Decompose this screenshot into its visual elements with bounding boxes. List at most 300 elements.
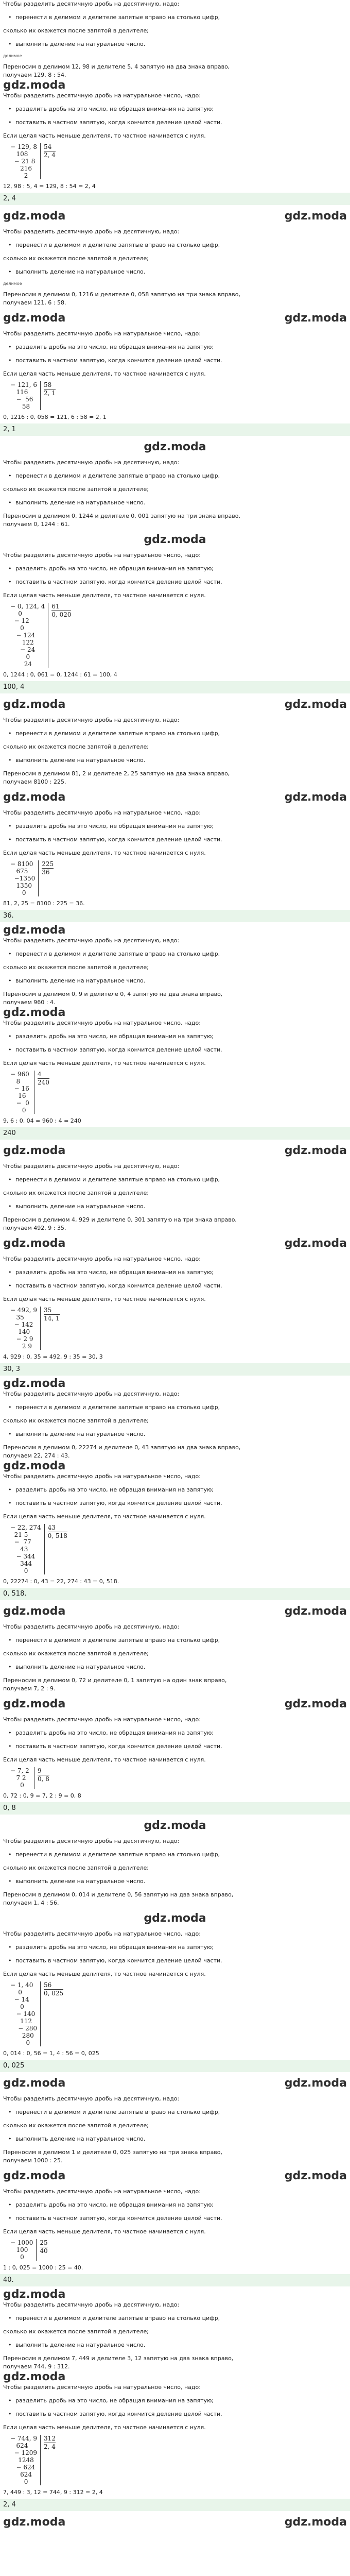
got-text: получаем 7, 2 : 9. xyxy=(3,1685,56,1692)
step-move-cont: сколько их окажется после запятой в делителе; xyxy=(3,2122,149,2129)
long-division xyxy=(10,860,347,896)
watermark: gdz.moda xyxy=(144,1819,206,1832)
division-dividend-column xyxy=(10,143,41,179)
division-row: − 1000 xyxy=(10,2239,33,2246)
divide-step: • разделить дробь на это число, не обращая внимания на запятую; xyxy=(8,343,347,351)
got-text: получаем 492, 9 : 35. xyxy=(3,1225,66,1231)
division-row: 0 xyxy=(10,2478,28,2485)
watermark: gdz.moda xyxy=(3,2370,66,2383)
long-division xyxy=(10,143,347,179)
intro-text: Чтобы разделить десятичную дробь на десятичную, надо: xyxy=(3,937,180,944)
comma-zero: Если целая часть меньше делителя, то частное начинается с нуля. xyxy=(3,1513,206,1520)
result-line: 0, 1216 : 0, 058 = 121, 6 : 58 = 2, 1 xyxy=(3,414,107,420)
small-label: делимое xyxy=(3,54,22,58)
division-row: 0 xyxy=(10,1567,28,1574)
division-row: 0 xyxy=(10,889,26,896)
step-move-cont: сколько их окажется после запятой в делителе; xyxy=(3,255,149,262)
step-move: • перенести в делимом и делителе запятые вправо на столько цифр, xyxy=(8,1636,347,1645)
comma-step: • поставить в частном запятую, когда кончится деление целой части. xyxy=(8,1046,347,1054)
quotient: 0, 8 xyxy=(38,1775,49,1783)
division-divisor-column xyxy=(41,381,56,410)
intro-text: Чтобы разделить десятичную дробь на десятичную, надо: xyxy=(3,1838,180,1844)
answer-bar: 2, 4 xyxy=(0,193,350,205)
answer-bar: 0, 518. xyxy=(0,1588,350,1600)
answer-bar: 240 xyxy=(0,1127,350,1140)
comma-zero: Если целая часть меньше делителя, то частное начинается с нуля. xyxy=(3,1971,206,1977)
division-row: − 124 xyxy=(10,632,36,639)
division-row: − 1, 40 xyxy=(10,1981,33,1989)
transfer-text: Переносим в делимом 12, 98 и делителе 5, 4 запятую на два знака вправо, xyxy=(3,63,230,70)
answer-bar: 0, 8 xyxy=(0,1802,350,1815)
division-row: − 0 xyxy=(10,1099,29,1107)
got-text: получаем 8100 : 225. xyxy=(3,778,66,785)
transfer-text: Переносим в делимом 0, 1244 и делителе 0, 001 запятую на три знака вправо, xyxy=(3,513,241,519)
watermark: gdz.moda xyxy=(284,1605,347,1618)
answer-bar: 30, 3 xyxy=(0,1363,350,1376)
division-row: − 16 xyxy=(10,1085,29,1092)
division-row: 280 xyxy=(10,2032,34,2039)
watermark: gdz.moda xyxy=(3,1460,66,1472)
transfer-text: Переносим в делимом 0, 014 и делителе 0, 56 запятую на два знака вправо, xyxy=(3,1891,234,1898)
step-divide-nat: • выполнить деление на натуральное число. xyxy=(8,1202,347,1211)
division-dividend-column xyxy=(10,1981,41,2046)
step-divide-nat: • выполнить деление на натуральное число. xyxy=(8,756,347,765)
watermark: gdz.moda xyxy=(284,2170,347,2182)
divide-step: • разделить дробь на это число, не обращая внимания на запятую; xyxy=(8,1486,347,1494)
divisor: 35 xyxy=(44,1307,60,1315)
division-row: 2 xyxy=(10,172,28,179)
division-dividend-column xyxy=(10,1524,45,1574)
divide-step: • разделить дробь на это число, не обращая внимания на запятую; xyxy=(8,565,347,573)
division-row: 16 xyxy=(10,1092,26,1099)
divisor: 225 xyxy=(42,860,54,868)
transfer-text: Переносим в делимом 4, 929 и делителе 0, 301 запятую на три знака вправо, xyxy=(3,1216,237,1223)
division-row: − 142 xyxy=(10,1321,33,1328)
division-row: 0 xyxy=(10,610,22,617)
division-row: − 744, 9 xyxy=(10,2435,38,2442)
watermark: gdz.moda xyxy=(284,791,347,804)
division-row: 344 xyxy=(10,1560,32,1567)
watermark: gdz.moda xyxy=(3,698,66,711)
got-text: получаем 1, 4 : 56. xyxy=(3,1900,59,1906)
watermark: gdz.moda xyxy=(284,698,347,711)
answer-bar: 40. xyxy=(0,2274,350,2286)
division-row: 675 xyxy=(10,868,28,875)
division-row: 624 xyxy=(10,2442,28,2449)
intro-text: Чтобы разделить десятичную дробь на десятичную, надо: xyxy=(3,459,180,466)
division-row: − 22, 274 xyxy=(10,1524,41,1531)
watermark: gdz.moda xyxy=(3,1144,66,1157)
comma-zero: Если целая часть меньше делителя, то частное начинается с нуля. xyxy=(3,850,206,856)
comma-step: • поставить в частном запятую, когда кончится деление целой части. xyxy=(8,836,347,844)
divide-step: • разделить дробь на это число, не обращая внимания на запятую; xyxy=(8,1268,347,1277)
division-row: 2 9 xyxy=(10,1343,32,1350)
divisor: 312 xyxy=(44,2435,56,2442)
step-divide-nat: • выполнить деление на натуральное число. xyxy=(8,2135,347,2143)
got-text: получаем 22, 274 : 43. xyxy=(3,1452,70,1459)
division-divisor-column xyxy=(41,1307,60,1350)
division-divisor-column xyxy=(34,1767,49,1789)
transfer-text: Переносим в делимом 7, 449 и делителе 3, 12 запятую на два знака вправо, xyxy=(3,2355,234,2362)
division-row: −1350 xyxy=(10,875,36,882)
watermark: gdz.moda xyxy=(3,1377,66,1390)
division-row: − 24 xyxy=(10,646,36,653)
watermark: gdz.moda xyxy=(3,1605,66,1618)
comma-step: • поставить в частном запятую, когда кончится деление целой части. xyxy=(8,2410,347,2418)
division-row: 0 xyxy=(10,2039,30,2046)
step-move: • перенести в делимом и делителе запятые вправо на столько цифр, xyxy=(8,2314,347,2323)
step-move-cont: сколько их окажется после запятой в делителе; xyxy=(3,1190,149,1196)
intro-text: Чтобы разделить десятичную дробь на десятичную, надо: xyxy=(3,717,180,723)
answer-bar: 0, 025 xyxy=(0,2060,350,2072)
result-line: 1 : 0, 025 = 1000 : 25 = 40. xyxy=(3,2264,83,2271)
quotient: 0, 020 xyxy=(51,611,72,618)
division-row: 0 xyxy=(10,653,30,660)
step-move: • перенести в делимом и делителе запятые вправо на столько цифр, xyxy=(8,472,347,480)
division-row: − 960 xyxy=(10,1071,29,1078)
division-row: 58 xyxy=(10,403,30,410)
result-line: 0, 1244 : 0, 061 = 0, 1244 : 61 = 100, 4 xyxy=(3,671,117,678)
division-divisor-column xyxy=(45,1524,67,1574)
watermark-row xyxy=(3,924,347,937)
watermark-row xyxy=(3,1378,347,1390)
divide-rule: Чтобы разделить десятичную дробь на натуральное число, надо: xyxy=(3,809,201,816)
comma-zero: Если целая часть меньше делителя, то частное начинается с нуля. xyxy=(3,2424,206,2431)
comma-step: • поставить в частном запятую, когда кончится деление целой части. xyxy=(8,118,347,127)
division-row: − 624 xyxy=(10,2464,36,2471)
got-text: получаем 1000 : 25. xyxy=(3,2157,63,2164)
division-divisor-column xyxy=(41,2435,56,2485)
divisor: 58 xyxy=(44,381,56,389)
intro-text: Чтобы разделить десятичную дробь на десятичную, надо: xyxy=(3,1163,180,1170)
answer-bar: 2, 1 xyxy=(0,423,350,436)
comma-step: • поставить в частном запятую, когда кончится деление целой части. xyxy=(8,578,347,586)
comma-zero: Если целая часть меньше делителя, то частное начинается с нуля. xyxy=(3,1060,206,1066)
division-row: − 12 xyxy=(10,617,29,624)
watermark-row xyxy=(3,1696,347,1713)
transfer-text: Переносим в делимом 0, 22274 и делителе 0, 43 запятую на два знака вправо, xyxy=(3,1444,241,1451)
watermark: gdz.moda xyxy=(284,210,347,223)
divisor: 43 xyxy=(48,1524,67,1532)
comma-step: • поставить в частном запятую, когда кончится деление целой части. xyxy=(8,2214,347,2223)
watermark: gdz.moda xyxy=(3,2288,66,2301)
quotient: 36 xyxy=(42,869,50,876)
result-line: 9, 6 : 0, 04 = 960 : 4 = 240 xyxy=(3,1117,81,1124)
division-row: − 8100 xyxy=(10,860,33,868)
divide-step: • разделить дробь на это число, не обращая внимания на запятую; xyxy=(8,1032,347,1041)
watermark-row xyxy=(3,2514,347,2531)
step-move-cont: сколько их окажется после запятой в делителе; xyxy=(3,486,149,493)
quotient: 240 xyxy=(38,1079,49,1086)
transfer-text: Переносим в делимом 0, 1216 и делителе 0, 058 запятую на три знака вправо, xyxy=(3,291,241,298)
division-row: 100 xyxy=(10,2246,28,2253)
answer-bar: 2, 4 xyxy=(0,2499,350,2511)
divide-rule: Чтобы разделить десятичную дробь на натуральное число, надо: xyxy=(3,330,201,337)
watermark-row xyxy=(3,697,347,713)
division-row: 108 xyxy=(10,150,28,158)
division-row: 0 xyxy=(10,2003,24,2010)
step-move: • перенести в делимом и делителе запятые вправо на столько цифр, xyxy=(8,2108,347,2116)
watermark: gdz.moda xyxy=(3,210,66,223)
division-row: 122 xyxy=(10,639,34,646)
division-divisor-column xyxy=(37,2239,47,2261)
watermark: gdz.moda xyxy=(144,440,206,453)
small-label: делимое xyxy=(3,281,22,286)
quotient: 40 xyxy=(40,2247,48,2255)
division-row: 43 xyxy=(10,1546,28,1553)
division-row: − 21 8 xyxy=(10,158,36,165)
intro-text: Чтобы разделить десятичную дробь на десятичную, надо: xyxy=(3,228,180,235)
quotient: 0, 025 xyxy=(44,1990,64,1997)
watermark: gdz.moda xyxy=(3,1006,66,1019)
division-row: 1350 xyxy=(10,882,32,889)
intro-text: Чтобы разделить десятичную дробь на десятичную, надо: xyxy=(3,1,180,7)
division-row: − 2 9 xyxy=(10,1335,33,1343)
comma-zero: Если целая часть меньше делителя, то частное начинается с нуля. xyxy=(3,1756,206,1763)
division-divisor-column xyxy=(34,1071,49,1114)
division-row: − 1209 xyxy=(10,2449,38,2456)
watermark: gdz.moda xyxy=(284,2077,347,2090)
division-row: − 344 xyxy=(10,1553,36,1560)
watermark-row xyxy=(3,208,347,225)
watermark-row xyxy=(3,79,347,92)
long-division xyxy=(10,603,347,668)
answer-bar: 100, 4 xyxy=(0,681,350,693)
division-row: 140 xyxy=(10,1328,30,1335)
step-move: • перенести в делимом и делителе запятые вправо на столько цифр, xyxy=(8,950,347,958)
division-row: 116 xyxy=(10,388,28,396)
got-text: получаем 129, 8 : 54. xyxy=(3,72,66,78)
division-divisor-column xyxy=(48,603,71,668)
comma-step: • поставить в частном запятую, когда кончится деление целой части. xyxy=(8,1282,347,1290)
division-row: − 492, 9 xyxy=(10,1307,38,1314)
step-move: • перенести в делимом и делителе запятые вправо на столько цифр, xyxy=(8,13,347,22)
result-line: 81, 2, 25 = 8100 : 225 = 36. xyxy=(3,900,85,907)
watermark-row xyxy=(3,1007,347,1019)
divide-step: • разделить дробь на это число, не обращая внимания на запятую; xyxy=(8,2201,347,2209)
step-divide-nat: • выполнить деление на натуральное число. xyxy=(8,499,347,507)
watermark-row xyxy=(3,2075,347,2092)
step-move-cont: сколько их окажется после запятой в делителе; xyxy=(3,964,149,971)
quotient: 14, 1 xyxy=(44,1315,60,1322)
result-line: 4, 929 : 0, 35 = 492, 9 : 35 = 30, 3 xyxy=(3,1353,103,1360)
divisor: 25 xyxy=(40,2239,48,2246)
got-text: получаем 121, 6 : 58. xyxy=(3,299,66,306)
watermark: gdz.moda xyxy=(3,2170,66,2182)
step-move-cont: сколько их окажется после запятой в делителе; xyxy=(3,743,149,750)
watermark: gdz.moda xyxy=(3,791,66,804)
comma-step: • поставить в частном запятую, когда кончится деление целой части. xyxy=(8,357,347,365)
divisor: 61 xyxy=(51,603,71,611)
divide-step: • разделить дробь на это число, не обращая внимания на запятую; xyxy=(8,105,347,113)
watermark: gdz.moda xyxy=(284,1237,347,1250)
watermark-row xyxy=(3,310,347,327)
division-row: 8 xyxy=(10,1078,21,1085)
watermark-row xyxy=(3,532,347,548)
got-text: получаем 0, 1244 : 61. xyxy=(3,521,70,528)
division-dividend-column xyxy=(10,2239,37,2261)
watermark-row xyxy=(3,2168,347,2184)
division-dividend-column xyxy=(10,1767,34,1789)
division-row: 0 xyxy=(10,624,24,632)
step-move-cont: сколько их окажется после запятой в делителе; xyxy=(3,1865,149,1871)
got-text: получаем 744, 9 : 312. xyxy=(3,2363,70,2370)
result-line: 0, 72 : 0, 9 = 7, 2 : 9 = 0, 8 xyxy=(3,1792,81,1799)
step-move: • перенести в делимом и делителе запятые вправо на столько цифр, xyxy=(8,1403,347,1412)
long-division xyxy=(10,1767,347,1789)
intro-text: Чтобы разделить десятичную дробь на десятичную, надо: xyxy=(3,2095,180,2102)
comma-zero: Если целая часть меньше делителя, то частное начинается с нуля. xyxy=(3,1296,206,1302)
long-division xyxy=(10,1981,347,2046)
divide-rule: Чтобы разделить десятичную дробь на натуральное число, надо: xyxy=(3,1930,201,1937)
divide-rule: Чтобы разделить десятичную дробь на натуральное число, надо: xyxy=(3,2384,201,2391)
watermark: gdz.moda xyxy=(3,1698,66,1710)
division-dividend-column xyxy=(10,1307,41,1350)
step-move: • перенести в делимом и делителе запятые вправо на столько цифр, xyxy=(8,1851,347,1859)
division-dividend-column xyxy=(10,603,48,668)
comma-zero: Если целая часть меньше делителя, то частное начинается с нуля. xyxy=(3,132,206,139)
comma-zero: Если целая часть меньше делителя, то частное начинается с нуля. xyxy=(3,592,206,599)
comma-step: • поставить в частном запятую, когда кончится деление целой части. xyxy=(8,1742,347,1751)
divide-rule: Чтобы разделить десятичную дробь на натуральное число, надо: xyxy=(3,92,201,99)
watermark: gdz.moda xyxy=(284,312,347,325)
division-row: 24 xyxy=(10,660,32,668)
watermark-row xyxy=(3,2371,347,2383)
long-division xyxy=(10,381,347,410)
long-division xyxy=(10,1524,347,1574)
watermark: gdz.moda xyxy=(3,2516,66,2529)
step-move-cont: сколько их окажется после запятой в делителе; xyxy=(3,27,149,34)
watermark-row xyxy=(3,1235,347,1252)
divisor: 4 xyxy=(38,1071,49,1079)
watermark-row xyxy=(3,789,347,806)
divide-rule: Чтобы разделить десятичную дробь на натуральное число, надо: xyxy=(3,552,201,558)
comma-zero: Если целая часть меньше делителя, то частное начинается с нуля. xyxy=(3,370,206,377)
step-move-cont: сколько их окажется после запятой в делителе; xyxy=(3,1650,149,1657)
division-divisor-column xyxy=(41,143,56,179)
step-move-cont: сколько их окажется после запятой в делителе; xyxy=(3,2328,149,2335)
quotient: 0, 518 xyxy=(47,1532,67,1539)
division-row: 21 5 xyxy=(10,1531,28,1538)
transfer-text: Переносим в делимом 1 и делителе 0, 025 запятую на три знака вправо, xyxy=(3,2149,223,2156)
divide-rule: Чтобы разделить десятичную дробь на натуральное число, надо: xyxy=(3,1716,201,1723)
result-line: 7, 449 : 3, 12 = 744, 9 : 312 = 2, 4 xyxy=(3,2489,103,2496)
long-division xyxy=(10,1307,347,1350)
watermark-row xyxy=(3,1460,347,1472)
watermark-row xyxy=(3,1143,347,1159)
step-move-cont: сколько их окажется после запятой в делителе; xyxy=(3,1417,149,1424)
comma-step: • поставить в частном запятую, когда кончится деление целой части. xyxy=(8,1499,347,1507)
step-divide-nat: • выполнить деление на натуральное число. xyxy=(8,1877,347,1886)
result-line: 12, 98 : 5, 4 = 129, 8 : 54 = 2, 4 xyxy=(3,183,96,190)
divide-step: • разделить дробь на это число, не обращая внимания на запятую; xyxy=(8,822,347,831)
watermark: gdz.moda xyxy=(144,1912,206,1925)
divide-rule: Чтобы разделить десятичную дробь на натуральное число, надо: xyxy=(3,1020,201,1026)
step-divide-nat: • выполнить деление на натуральное число. xyxy=(8,977,347,985)
quotient: 2, 1 xyxy=(44,389,56,397)
division-row: 35 xyxy=(10,1314,24,1321)
watermark: gdz.moda xyxy=(144,533,206,546)
watermark: gdz.moda xyxy=(3,1237,66,1250)
division-row: 624 xyxy=(10,2471,32,2478)
division-divisor-column xyxy=(39,860,54,896)
step-move: • перенести в делимом и делителе запятые вправо на столько цифр, xyxy=(8,241,347,249)
intro-text: Чтобы разделить десятичную дробь на десятичную, надо: xyxy=(3,1391,180,1397)
division-row: − 140 xyxy=(10,2010,36,2018)
division-row: − 129, 8 xyxy=(10,143,38,150)
step-divide-nat: • выполнить деление на натуральное число. xyxy=(8,1430,347,1438)
divide-step: • разделить дробь на это число, не обращая внимания на запятую; xyxy=(8,1943,347,1952)
division-row: 0 xyxy=(10,1107,26,1114)
division-row: 0 xyxy=(10,1989,22,1996)
step-divide-nat: • выполнить деление на натуральное число. xyxy=(8,268,347,276)
divisor: 54 xyxy=(44,143,56,151)
division-dividend-column xyxy=(10,1071,34,1114)
division-row: − 14 xyxy=(10,1996,29,2003)
division-dividend-column xyxy=(10,860,39,896)
division-dividend-column xyxy=(10,381,41,410)
watermark: gdz.moda xyxy=(3,79,66,92)
long-division xyxy=(10,1071,347,1114)
intro-text: Чтобы разделить десятичную дробь на десятичную, надо: xyxy=(3,2301,180,2308)
step-divide-nat: • выполнить деление на натуральное число. xyxy=(8,2341,347,2349)
division-row: − 280 xyxy=(10,2025,38,2032)
division-row: − 56 xyxy=(10,396,33,403)
quotient: 2, 4 xyxy=(44,2443,56,2450)
division-row: − 7, 2 xyxy=(10,1767,29,1774)
divisor: 9 xyxy=(38,1767,49,1775)
division-row: 1248 xyxy=(10,2456,34,2464)
division-row: 112 xyxy=(10,2018,32,2025)
division-row: − 121, 6 xyxy=(10,381,38,388)
watermark-row xyxy=(3,439,347,455)
got-text: получаем 960 : 4. xyxy=(3,999,56,1006)
divide-rule: Чтобы разделить десятичную дробь на натуральное число, надо: xyxy=(3,1256,201,1262)
division-divisor-column xyxy=(41,1981,63,2046)
intro-text: Чтобы разделить десятичную дробь на десятичную, надо: xyxy=(3,1623,180,1630)
divide-step: • разделить дробь на это число, не обращая внимания на запятую; xyxy=(8,2397,347,2405)
watermark: gdz.moda xyxy=(284,2516,347,2529)
result-line: 0, 014 : 0, 56 = 1, 4 : 56 = 0, 025 xyxy=(3,2050,99,2057)
answer-bar: 36. xyxy=(0,910,350,922)
step-move: • перенести в делимом и делителе запятые вправо на столько цифр, xyxy=(8,1176,347,1184)
watermark-row xyxy=(3,1603,347,1620)
transfer-text: Переносим в делимом 81, 2 и делителе 2, 25 запятую на два знака вправо, xyxy=(3,770,230,777)
watermark: gdz.moda xyxy=(3,312,66,325)
long-division xyxy=(10,2435,347,2485)
comma-step: • поставить в частном запятую, когда кончится деление целой части. xyxy=(8,1957,347,1965)
watermark: gdz.moda xyxy=(284,1698,347,1710)
division-row: 0 xyxy=(10,1782,24,1789)
division-row: 7 2 xyxy=(10,1774,26,1782)
division-row: − 0, 124, 4 xyxy=(10,603,45,610)
divide-rule: Чтобы разделить десятичную дробь на натуральное число, надо: xyxy=(3,1473,201,1480)
watermark: gdz.moda xyxy=(3,924,66,937)
watermark-row xyxy=(3,2289,347,2301)
watermark-row xyxy=(3,1818,347,1834)
comma-zero: Если целая часть меньше делителя, то частное начинается с нуля. xyxy=(3,2228,206,2235)
transfer-text: Переносим в делимом 0, 9 и делителе 0, 4 запятую на два знака вправо, xyxy=(3,991,223,997)
division-row: − 77 xyxy=(10,1538,31,1546)
divide-rule: Чтобы разделить десятичную дробь на натуральное число, надо: xyxy=(3,2188,201,2195)
long-division xyxy=(10,2239,347,2261)
division-row: 0 xyxy=(10,2253,24,2261)
division-dividend-column xyxy=(10,2435,41,2485)
divide-step: • разделить дробь на это число, не обращая внимания на запятую; xyxy=(8,1729,347,1737)
watermark: gdz.moda xyxy=(284,1144,347,1157)
step-divide-nat: • выполнить деление на натуральное число. xyxy=(8,40,347,48)
divisor: 56 xyxy=(44,1981,63,1990)
